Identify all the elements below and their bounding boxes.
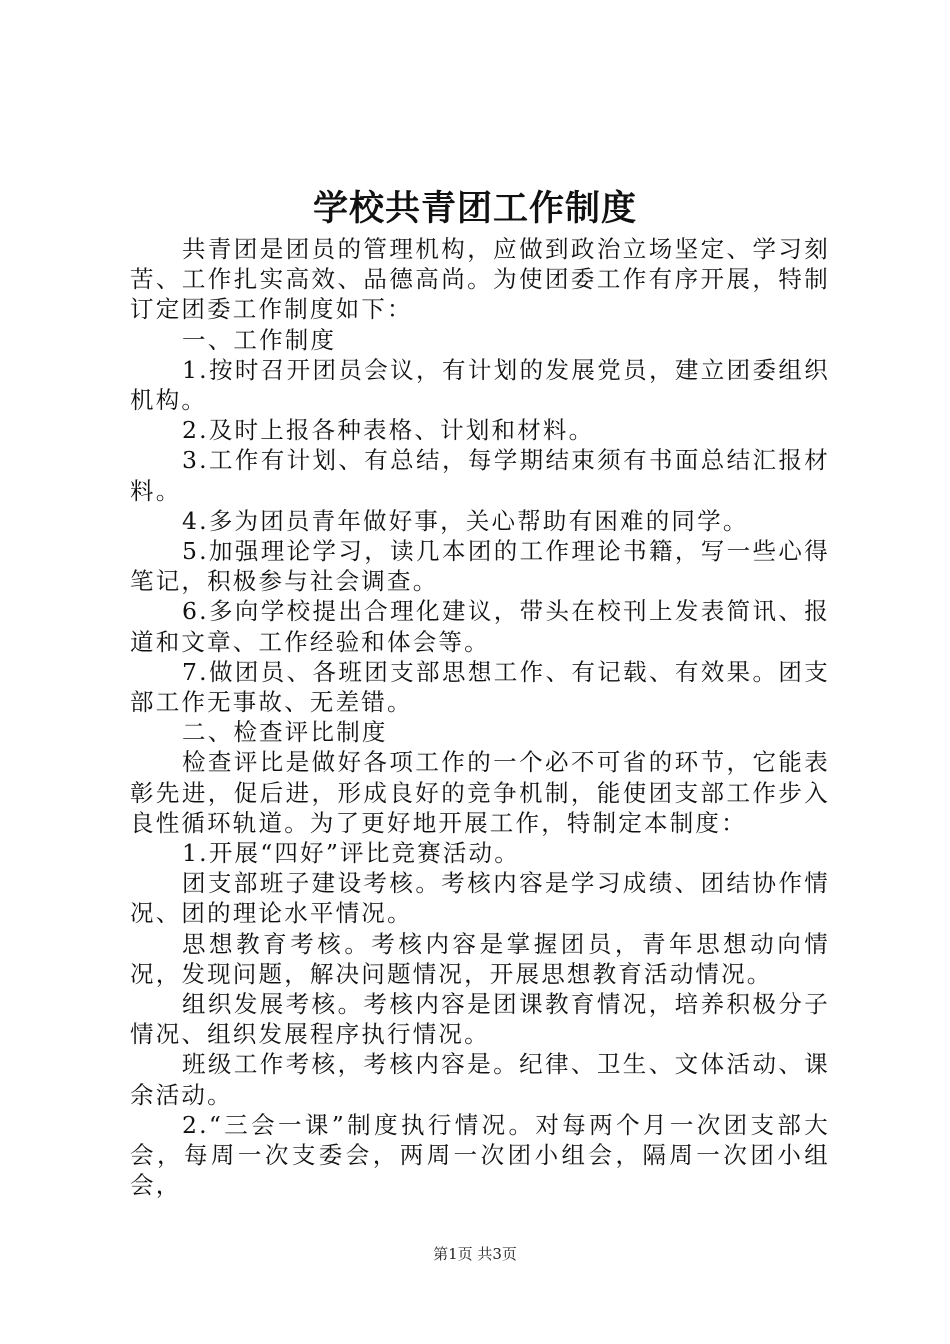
evaluation-class-work: 班级工作考核，考核内容是。纪律、卫生、文体活动、课余活动。 bbox=[130, 1050, 830, 1109]
section-heading-work-system: 一、工作制度 bbox=[182, 325, 337, 354]
evaluation-organization-development: 组织发展考核。考核内容是团课教育情况，培养积极分子情况、组织发展程序执行情况。 bbox=[130, 990, 830, 1049]
evaluation-item-1: 1.开展“四好”评比竞赛活动。 bbox=[182, 839, 520, 868]
document-body bbox=[130, 234, 830, 1201]
page-number-footer: 第1页 共3页 bbox=[433, 1245, 517, 1263]
work-item-6: 6.多向学校提出合理化建议，带头在校刊上发表简讯、报道和文章、工作经验和体会等。 bbox=[130, 597, 830, 656]
evaluation-item-2: 2.“三会一课”制度执行情况。对每两个月一次团支部大会，每周一次支委会，两周一次团小组会，隔周一次团小组会， bbox=[130, 1110, 830, 1200]
work-item-3: 3.工作有计划、有总结，每学期结束须有书面总结汇报材料。 bbox=[130, 446, 830, 505]
evaluation-intro-paragraph: 检查评比是做好各项工作的一个必不可省的环节，它能表彰先进，促后进，形成良好的竞争机制，能使团支部工作步入良性循环轨道。为了更好地开展工作，特制定本制度： bbox=[130, 748, 830, 837]
work-item-7: 7.做团员、各班团支部思想工作、有记载、有效果。团支部工作无事故、无差错。 bbox=[130, 657, 830, 717]
work-item-2: 2.及时上报各种表格、计划和材料。 bbox=[182, 416, 595, 445]
evaluation-team-building: 团支部班子建设考核。考核内容是学习成绩、团结协作情况、团的理论水平情况。 bbox=[130, 869, 830, 928]
intro-paragraph: 共青团是团员的管理机构，应做到政治立场坚定、学习刻苦、工作扎实高效、品德高尚。为使团委工作有序开展，特制订定团委工作制度如下： bbox=[130, 235, 830, 324]
evaluation-ideology-education: 思想教育考核。考核内容是掌握团员，青年思想动向情况，发现问题，解决问题情况，开展思想教育活动情况。 bbox=[130, 929, 830, 988]
document-title: 学校共青团工作制度 bbox=[312, 188, 637, 229]
work-item-1: 1.按时召开团员会议，有计划的发展党员，建立团委组织机构。 bbox=[130, 355, 830, 415]
work-item-5: 5.加强理论学习，读几本团的工作理论书籍，写一些心得笔记，积极参与社会调查。 bbox=[130, 537, 830, 596]
section-heading-evaluation-system: 二、检查评比制度 bbox=[182, 718, 388, 747]
work-item-4: 4.多为团员青年做好事，关心帮助有困难的同学。 bbox=[182, 506, 749, 535]
